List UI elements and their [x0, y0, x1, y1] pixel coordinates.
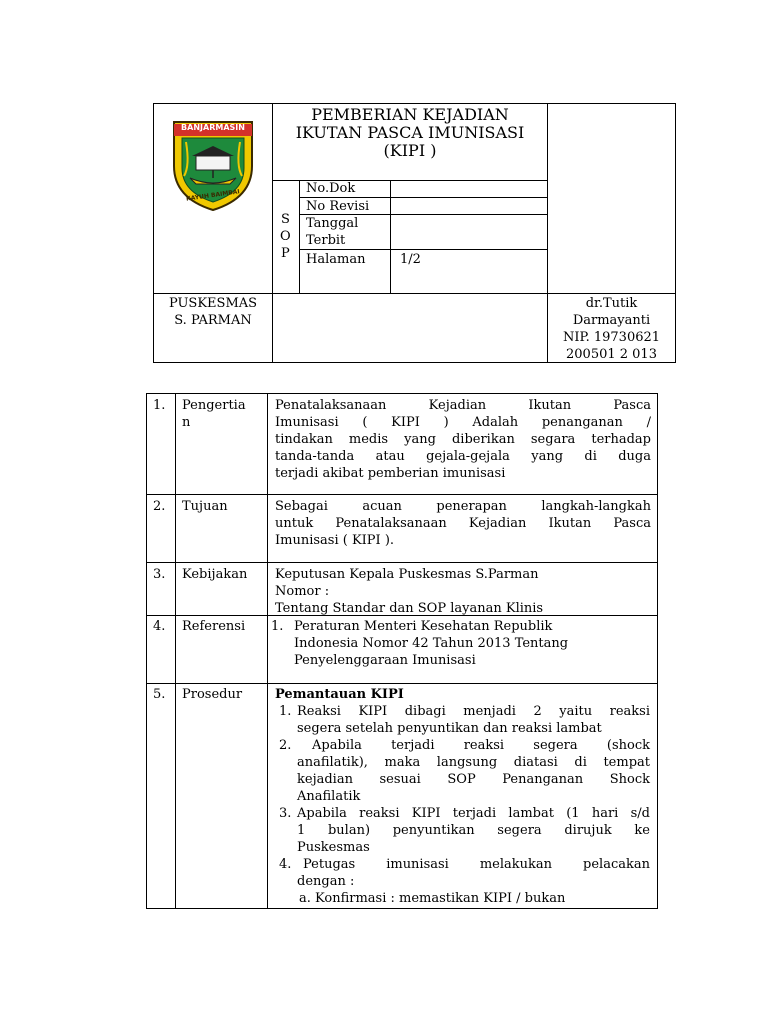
- procedure-item: [297, 737, 650, 805]
- reference-item-number: 1.: [271, 619, 284, 634]
- row-content-pengertian: [275, 397, 651, 482]
- row-number: 1.: [153, 398, 166, 413]
- row-content-referensi: [294, 618, 650, 669]
- document-title: [275, 106, 545, 160]
- meta-label-tanggal-terbit: [306, 215, 358, 249]
- content-line: Apabila terjadi reaksi segera (shock: [312, 738, 650, 753]
- content-line: dengan :: [297, 874, 355, 889]
- content-line: Imunisasi ( KIPI ) Adalah penanganan /: [275, 415, 651, 430]
- header-divider: [272, 103, 273, 363]
- content-line: Peraturan Menteri Kesehatan Republik: [294, 619, 553, 634]
- content-divider: [267, 393, 268, 909]
- procedure-heading: Pemantauan KIPI: [275, 687, 404, 702]
- org-line: PUSKESMAS: [168, 296, 258, 311]
- row-content-tujuan: [275, 498, 651, 549]
- content-line: Sebagai acuan penerapan langkah-langkah: [275, 499, 651, 514]
- row-label: Referensi: [182, 619, 246, 634]
- sop-letter: S: [281, 212, 290, 227]
- logo-top-text: BANJARMASIN: [181, 123, 245, 132]
- org-line: S. PARMAN: [174, 313, 252, 328]
- signer-line: 200501 2 013: [566, 347, 657, 362]
- meta-value-halaman: 1/2: [400, 252, 421, 267]
- row-label-line: n: [182, 415, 191, 430]
- content-divider: [146, 562, 658, 563]
- meta-label-no-revisi: No Revisi: [306, 199, 370, 214]
- signer-block: [548, 295, 675, 363]
- content-line: tindakan medis yang diberikan segara terhadap: [275, 432, 651, 447]
- procedure-subitem: a. Konfirmasi : memastikan KIPI / bukan: [299, 891, 566, 906]
- content-line: Penyelenggaraan Imunisasi: [294, 653, 476, 668]
- content-divider: [146, 494, 658, 495]
- meta-label-halaman: Halaman: [306, 252, 366, 267]
- row-label-line: Pengertia: [182, 398, 246, 413]
- content-divider: [146, 683, 658, 684]
- row-number: 2.: [153, 499, 166, 514]
- meta-label-line: Terbit: [306, 233, 346, 248]
- title-line: (KIPI ): [383, 141, 437, 160]
- procedure-item-number: 4.: [279, 857, 292, 872]
- content-divider: [175, 393, 176, 909]
- content-line: 1 bulan) penyuntikan segera dirujuk ke: [297, 823, 650, 838]
- row-label: [182, 397, 246, 431]
- content-line: Reaksi KIPI dibagi menjadi 2 yaitu reaksi: [297, 704, 650, 719]
- header-divider: [153, 293, 676, 294]
- content-line: kejadian sesuai SOP Penanganan Shock: [297, 772, 650, 787]
- content-line: tanda-tanda atau gejala-gejala yang di duga: [275, 449, 651, 464]
- content-line: Petugas imunisasi melakukan pelacakan: [303, 857, 650, 872]
- row-label: Tujuan: [182, 499, 228, 514]
- content-line: terjadi akibat pemberian imunisasi: [275, 466, 506, 481]
- content-line: Indonesia Nomor 42 Tahun 2013 Tentang: [294, 636, 569, 651]
- signer-line: NIP. 19730621: [562, 330, 661, 345]
- procedure-item-number: 1.: [279, 704, 292, 719]
- content-line: Nomor :: [275, 584, 330, 599]
- content-line: Imunisasi ( KIPI ).: [275, 533, 395, 548]
- city-logo: [170, 116, 256, 212]
- logo-bottom-text: KAYUH BAIMBAI: [185, 188, 241, 203]
- content-line: anafilatik), maka langsung diatasi di tempat: [297, 755, 650, 770]
- row-label: Prosedur: [182, 687, 243, 702]
- meta-label-no-dok: No.Dok: [306, 181, 356, 196]
- organization-name: [155, 295, 271, 329]
- title-line: PEMBERIAN KEJADIAN: [311, 105, 509, 124]
- content-line: Keputusan Kepala Puskesmas S.Parman: [275, 567, 539, 582]
- header-divider: [299, 249, 547, 250]
- row-number: 3.: [153, 567, 166, 582]
- procedure-item: [297, 856, 650, 890]
- meta-label-line: Tanggal: [306, 216, 359, 231]
- title-line: IKUTAN PASCA IMUNISASI: [295, 123, 525, 142]
- row-number: 5.: [153, 687, 166, 702]
- content-line: Tentang Standar dan SOP layanan Klinis: [275, 601, 544, 616]
- signer-line: Darmayanti: [572, 313, 651, 328]
- content-line: segera setelah penyuntikan dan reaksi lambat: [297, 721, 602, 736]
- procedure-item: [297, 703, 650, 737]
- content-line: Penatalaksanaan Kejadian Ikutan Pasca: [275, 398, 651, 413]
- row-content-kebijakan: [275, 566, 651, 617]
- content-line: Apabila reaksi KIPI terjadi lambat (1 hari s/d: [297, 806, 650, 821]
- sop-letter: P: [281, 246, 290, 261]
- row-number: 4.: [153, 619, 166, 634]
- sop-letter: O: [280, 229, 291, 244]
- content-line: Anafilatik: [297, 789, 361, 804]
- content-line: untuk Penatalaksanaan Kejadian Ikutan Pasca: [275, 516, 651, 531]
- signer-line: dr.Tutik: [585, 296, 638, 311]
- row-label: Kebijakan: [182, 567, 248, 582]
- procedure-item: [297, 805, 650, 856]
- procedure-item-number: 3.: [279, 806, 292, 821]
- content-line: Puskesmas: [297, 840, 370, 855]
- procedure-item-number: 2.: [279, 738, 292, 753]
